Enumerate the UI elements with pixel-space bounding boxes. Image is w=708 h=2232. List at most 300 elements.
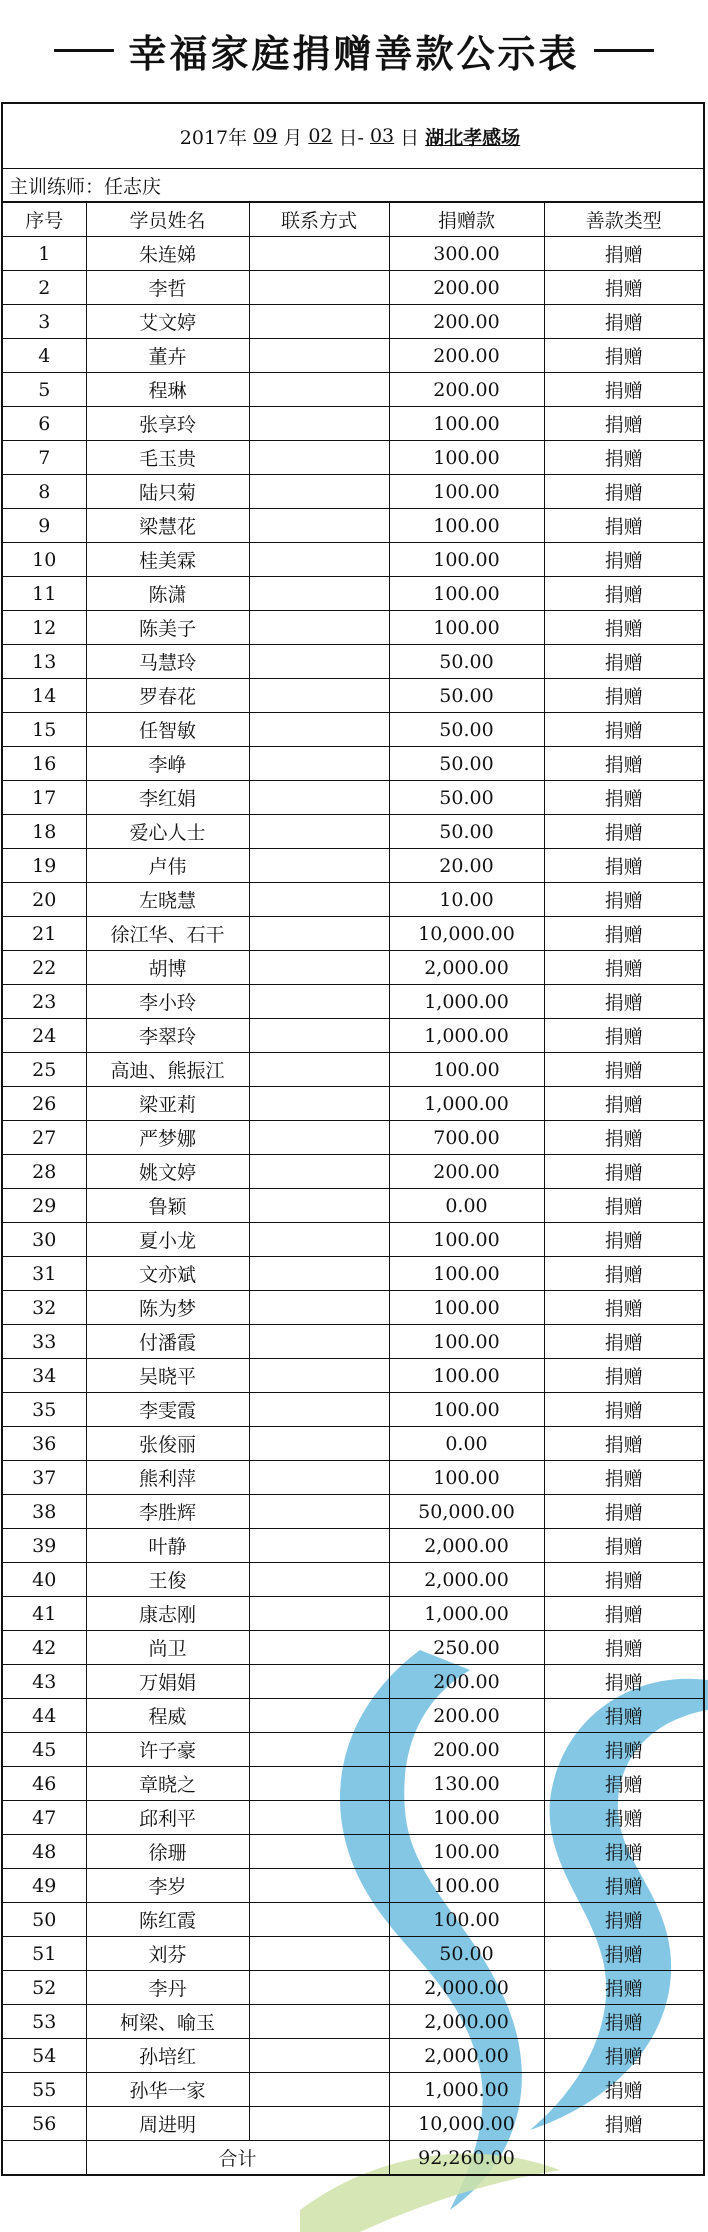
student-name: 孙华一家 [86, 2073, 249, 2107]
table-row [3, 747, 703, 781]
donation-type: 捐赠 [544, 1427, 703, 1461]
table-row [3, 1665, 703, 1699]
contact [249, 2073, 389, 2107]
donation-amount: 1,000.00 [389, 985, 544, 1019]
student-name: 周进明 [86, 2107, 249, 2141]
student-name: 陈为梦 [86, 1291, 249, 1325]
contact [249, 577, 389, 611]
row-number: 49 [3, 1869, 86, 1903]
donation-amount: 100.00 [389, 407, 544, 441]
contact [249, 1733, 389, 1767]
donation-amount: 700.00 [389, 1121, 544, 1155]
donation-table [3, 202, 703, 2174]
row-number: 35 [3, 1393, 86, 1427]
student-name: 胡博 [86, 951, 249, 985]
row-number: 18 [3, 815, 86, 849]
student-name: 陈潇 [86, 577, 249, 611]
donation-amount: 20.00 [389, 849, 544, 883]
donation-amount: 300.00 [389, 237, 544, 271]
donation-type: 捐赠 [544, 1699, 703, 1733]
total-label: 合计 [86, 2141, 389, 2175]
donation-amount: 100.00 [389, 1291, 544, 1325]
donation-amount: 50.00 [389, 713, 544, 747]
contact [249, 1563, 389, 1597]
donation-amount: 50.00 [389, 747, 544, 781]
student-name: 李哲 [86, 271, 249, 305]
donation-amount: 200.00 [389, 1699, 544, 1733]
row-number: 46 [3, 1767, 86, 1801]
student-name: 邱利平 [86, 1801, 249, 1835]
donation-amount: 100.00 [389, 441, 544, 475]
donation-amount: 2,000.00 [389, 1971, 544, 2005]
day-from: 02 [308, 125, 333, 147]
donation-amount: 2,000.00 [389, 951, 544, 985]
student-name: 陈美子 [86, 611, 249, 645]
donation-type: 捐赠 [544, 1665, 703, 1699]
contact [249, 611, 389, 645]
donation-amount: 2,000.00 [389, 2005, 544, 2039]
table-header-row [3, 203, 703, 237]
table-row [3, 1767, 703, 1801]
donation-type: 捐赠 [544, 1359, 703, 1393]
donation-type: 捐赠 [544, 1733, 703, 1767]
donation-type: 捐赠 [544, 917, 703, 951]
row-number: 44 [3, 1699, 86, 1733]
row-number: 2 [3, 271, 86, 305]
location: 湖北孝感场 [425, 126, 521, 149]
row-number: 15 [3, 713, 86, 747]
table-row [3, 1971, 703, 2005]
contact [249, 305, 389, 339]
contact [249, 441, 389, 475]
table-row [3, 237, 703, 271]
table-row [3, 679, 703, 713]
contact [249, 1019, 389, 1053]
row-number: 45 [3, 1733, 86, 1767]
table-row [3, 2039, 703, 2073]
donation-type: 捐赠 [544, 747, 703, 781]
donation-type: 捐赠 [544, 1631, 703, 1665]
contact [249, 509, 389, 543]
donation-amount: 10.00 [389, 883, 544, 917]
student-name: 毛玉贵 [86, 441, 249, 475]
donation-amount: 50,000.00 [389, 1495, 544, 1529]
contact [249, 1631, 389, 1665]
donation-type: 捐赠 [544, 1563, 703, 1597]
contact [249, 271, 389, 305]
student-name: 卢伟 [86, 849, 249, 883]
row-number: 22 [3, 951, 86, 985]
table-row [3, 1631, 703, 1665]
donation-amount: 50.00 [389, 679, 544, 713]
table-row [3, 305, 703, 339]
donation-type: 捐赠 [544, 1291, 703, 1325]
contact [249, 2005, 389, 2039]
row-number: 42 [3, 1631, 86, 1665]
total-spacer [3, 2141, 86, 2175]
row-number: 14 [3, 679, 86, 713]
donation-type: 捐赠 [544, 883, 703, 917]
donation-amount: 10,000.00 [389, 917, 544, 951]
student-name: 姚文婷 [86, 1155, 249, 1189]
donation-type: 捐赠 [544, 781, 703, 815]
row-number: 43 [3, 1665, 86, 1699]
contact [249, 883, 389, 917]
table-row [3, 509, 703, 543]
table-row [3, 2005, 703, 2039]
row-number: 56 [3, 2107, 86, 2141]
student-name: 梁慧花 [86, 509, 249, 543]
student-name: 董卉 [86, 339, 249, 373]
row-number: 55 [3, 2073, 86, 2107]
donation-type: 捐赠 [544, 1155, 703, 1189]
contact [249, 645, 389, 679]
student-name: 章晓之 [86, 1767, 249, 1801]
row-number: 1 [3, 237, 86, 271]
donation-amount: 100.00 [389, 1359, 544, 1393]
student-name: 爱心人士 [86, 815, 249, 849]
contact [249, 1971, 389, 2005]
donation-type: 捐赠 [544, 1053, 703, 1087]
row-number: 5 [3, 373, 86, 407]
contact [249, 339, 389, 373]
student-name: 李红娟 [86, 781, 249, 815]
header-donation-amount: 捐赠款 [389, 203, 544, 237]
donation-amount: 100.00 [389, 1835, 544, 1869]
row-number: 51 [3, 1937, 86, 1971]
row-number: 37 [3, 1461, 86, 1495]
donation-type: 捐赠 [544, 237, 703, 271]
donation-type: 捐赠 [544, 1597, 703, 1631]
student-name: 严梦娜 [86, 1121, 249, 1155]
student-name: 高迪、熊振江 [86, 1053, 249, 1087]
contact [249, 985, 389, 1019]
donation-type: 捐赠 [544, 645, 703, 679]
contact [249, 1665, 389, 1699]
total-amount: 92,260.00 [389, 2141, 544, 2175]
table-row [3, 1801, 703, 1835]
row-number: 32 [3, 1291, 86, 1325]
donation-amount: 100.00 [389, 1325, 544, 1359]
donation-type: 捐赠 [544, 1461, 703, 1495]
contact [249, 1189, 389, 1223]
header-number: 序号 [3, 203, 86, 237]
table-row [3, 1393, 703, 1427]
donation-amount: 100.00 [389, 1053, 544, 1087]
student-name: 文亦斌 [86, 1257, 249, 1291]
day-to: 03 [369, 125, 395, 147]
row-number: 4 [3, 339, 86, 373]
donation-type: 捐赠 [544, 951, 703, 985]
table-row [3, 951, 703, 985]
table-row [3, 441, 703, 475]
donation-type: 捐赠 [544, 1223, 703, 1257]
donation-type: 捐赠 [544, 1189, 703, 1223]
row-number: 21 [3, 917, 86, 951]
day-separator: 日- [338, 126, 364, 149]
student-name: 万娟娟 [86, 1665, 249, 1699]
row-number: 19 [3, 849, 86, 883]
student-name: 徐江华、石干 [86, 917, 249, 951]
table-row [3, 1189, 703, 1223]
row-number: 38 [3, 1495, 86, 1529]
table-row [3, 713, 703, 747]
contact [249, 475, 389, 509]
student-name: 柯梁、喻玉 [86, 2005, 249, 2039]
row-number: 31 [3, 1257, 86, 1291]
donation-amount: 0.00 [389, 1427, 544, 1461]
donation-amount: 200.00 [389, 1665, 544, 1699]
donation-type: 捐赠 [544, 815, 703, 849]
table-row [3, 1121, 703, 1155]
table-row [3, 1597, 703, 1631]
table-row [3, 849, 703, 883]
contact [249, 1359, 389, 1393]
table-row [3, 2107, 703, 2141]
contact [249, 1835, 389, 1869]
donation-type: 捐赠 [544, 1801, 703, 1835]
table-row [3, 339, 703, 373]
contact [249, 237, 389, 271]
donation-type: 捐赠 [544, 475, 703, 509]
donation-amount: 2,000.00 [389, 1563, 544, 1597]
donation-amount: 200.00 [389, 373, 544, 407]
contact [249, 1937, 389, 1971]
row-number: 3 [3, 305, 86, 339]
donation-amount: 200.00 [389, 1733, 544, 1767]
donation-type: 捐赠 [544, 577, 703, 611]
donation-amount: 0.00 [389, 1189, 544, 1223]
table-row [3, 1937, 703, 1971]
month-suffix: 月 [283, 126, 303, 149]
contact [249, 1529, 389, 1563]
student-name: 任智敏 [86, 713, 249, 747]
donation-type: 捐赠 [544, 543, 703, 577]
student-name: 康志刚 [86, 1597, 249, 1631]
donation-amount: 50.00 [389, 781, 544, 815]
table-row [3, 1257, 703, 1291]
row-number: 17 [3, 781, 86, 815]
table-row [3, 475, 703, 509]
donation-amount: 250.00 [389, 1631, 544, 1665]
student-name: 李岁 [86, 1869, 249, 1903]
contact [249, 1121, 389, 1155]
table-row [3, 1903, 703, 1937]
donation-type: 捐赠 [544, 509, 703, 543]
row-number: 16 [3, 747, 86, 781]
row-number: 52 [3, 1971, 86, 2005]
donation-amount: 1,000.00 [389, 1019, 544, 1053]
table-row [3, 1495, 703, 1529]
donation-type: 捐赠 [544, 1937, 703, 1971]
donation-type: 捐赠 [544, 373, 703, 407]
student-name: 尚卫 [86, 1631, 249, 1665]
day-suffix: 日 [400, 126, 420, 149]
title-rule-right [594, 49, 654, 52]
coach-line: 主训练师：任志庆 [3, 169, 703, 202]
student-name: 朱连娣 [86, 237, 249, 271]
contact [249, 747, 389, 781]
row-number: 27 [3, 1121, 86, 1155]
student-name: 付潘霞 [86, 1325, 249, 1359]
student-name: 吴晓平 [86, 1359, 249, 1393]
row-number: 13 [3, 645, 86, 679]
donation-amount: 2,000.00 [389, 2039, 544, 2073]
donation-type: 捐赠 [544, 2005, 703, 2039]
donation-type: 捐赠 [544, 1903, 703, 1937]
table-row [3, 1427, 703, 1461]
row-number: 29 [3, 1189, 86, 1223]
donation-type: 捐赠 [544, 1495, 703, 1529]
donation-amount: 100.00 [389, 1903, 544, 1937]
donation-amount: 100.00 [389, 611, 544, 645]
contact [249, 543, 389, 577]
table-row [3, 1869, 703, 1903]
row-number: 25 [3, 1053, 86, 1087]
contact [249, 679, 389, 713]
student-name: 艾文婷 [86, 305, 249, 339]
row-number: 30 [3, 1223, 86, 1257]
table-row [3, 271, 703, 305]
donation-type: 捐赠 [544, 339, 703, 373]
table-row [3, 1563, 703, 1597]
table-row [3, 1733, 703, 1767]
contact [249, 1053, 389, 1087]
contact [249, 2039, 389, 2073]
donation-amount: 10,000.00 [389, 2107, 544, 2141]
donation-amount: 100.00 [389, 577, 544, 611]
student-name: 鲁颖 [86, 1189, 249, 1223]
table-row [3, 1053, 703, 1087]
contact [249, 1767, 389, 1801]
student-name: 桂美霖 [86, 543, 249, 577]
total-row [3, 2141, 703, 2175]
row-number: 28 [3, 1155, 86, 1189]
table-row [3, 611, 703, 645]
row-number: 53 [3, 2005, 86, 2039]
donation-type: 捐赠 [544, 611, 703, 645]
donation-amount: 100.00 [389, 1461, 544, 1495]
donation-type: 捐赠 [544, 1971, 703, 2005]
student-name: 夏小龙 [86, 1223, 249, 1257]
donation-type: 捐赠 [544, 985, 703, 1019]
donation-amount: 50.00 [389, 645, 544, 679]
donation-type: 捐赠 [544, 1835, 703, 1869]
donation-amount: 1,000.00 [389, 1087, 544, 1121]
contact [249, 781, 389, 815]
row-number: 50 [3, 1903, 86, 1937]
contact [249, 815, 389, 849]
table-row [3, 1699, 703, 1733]
contact [249, 917, 389, 951]
donation-type: 捐赠 [544, 679, 703, 713]
student-name: 李雯霞 [86, 1393, 249, 1427]
donation-amount: 100.00 [389, 475, 544, 509]
donation-amount: 200.00 [389, 305, 544, 339]
table-row [3, 1461, 703, 1495]
table-row [3, 373, 703, 407]
row-number: 8 [3, 475, 86, 509]
donation-type: 捐赠 [544, 713, 703, 747]
row-number: 36 [3, 1427, 86, 1461]
student-name: 叶静 [86, 1529, 249, 1563]
contact [249, 1257, 389, 1291]
contact [249, 1801, 389, 1835]
donation-type: 捐赠 [544, 407, 703, 441]
table-row [3, 883, 703, 917]
row-number: 47 [3, 1801, 86, 1835]
donation-type: 捐赠 [544, 1257, 703, 1291]
donation-amount: 100.00 [389, 1801, 544, 1835]
table-row [3, 815, 703, 849]
row-number: 48 [3, 1835, 86, 1869]
student-name: 陆只菊 [86, 475, 249, 509]
header-student-name: 学员姓名 [86, 203, 249, 237]
table-row [3, 1223, 703, 1257]
contact [249, 951, 389, 985]
row-number: 24 [3, 1019, 86, 1053]
student-name: 梁亚莉 [86, 1087, 249, 1121]
donation-amount: 100.00 [389, 1869, 544, 1903]
donation-amount: 100.00 [389, 1393, 544, 1427]
table-row [3, 2073, 703, 2107]
table-row [3, 407, 703, 441]
donation-type: 捐赠 [544, 1529, 703, 1563]
donation-amount: 2,000.00 [389, 1529, 544, 1563]
student-name: 李小玲 [86, 985, 249, 1019]
donation-amount: 200.00 [389, 339, 544, 373]
donation-type: 捐赠 [544, 1325, 703, 1359]
row-number: 6 [3, 407, 86, 441]
student-name: 李峥 [86, 747, 249, 781]
student-name: 程威 [86, 1699, 249, 1733]
row-number: 10 [3, 543, 86, 577]
donation-amount: 100.00 [389, 1257, 544, 1291]
total-type-empty [544, 2141, 703, 2175]
student-name: 马慧玲 [86, 645, 249, 679]
donation-type: 捐赠 [544, 1121, 703, 1155]
student-name: 徐珊 [86, 1835, 249, 1869]
contact [249, 1597, 389, 1631]
table-row [3, 1529, 703, 1563]
row-number: 40 [3, 1563, 86, 1597]
donation-amount: 1,000.00 [389, 1597, 544, 1631]
student-name: 张俊丽 [86, 1427, 249, 1461]
row-number: 54 [3, 2039, 86, 2073]
donation-amount: 1,000.00 [389, 2073, 544, 2107]
donation-amount: 100.00 [389, 543, 544, 577]
table-row [3, 577, 703, 611]
row-number: 9 [3, 509, 86, 543]
contact [249, 1903, 389, 1937]
header-donation-type: 善款类型 [544, 203, 703, 237]
row-number: 26 [3, 1087, 86, 1121]
row-number: 12 [3, 611, 86, 645]
table-row [3, 645, 703, 679]
table-row [3, 985, 703, 1019]
title-bar [0, 0, 708, 100]
contact [249, 1869, 389, 1903]
student-name: 李翠玲 [86, 1019, 249, 1053]
row-number: 41 [3, 1597, 86, 1631]
student-name: 罗春花 [86, 679, 249, 713]
donation-amount: 50.00 [389, 1937, 544, 1971]
contact [249, 1699, 389, 1733]
contact [249, 713, 389, 747]
student-name: 熊利萍 [86, 1461, 249, 1495]
student-name: 左晓慧 [86, 883, 249, 917]
title-rule-left [54, 49, 114, 52]
